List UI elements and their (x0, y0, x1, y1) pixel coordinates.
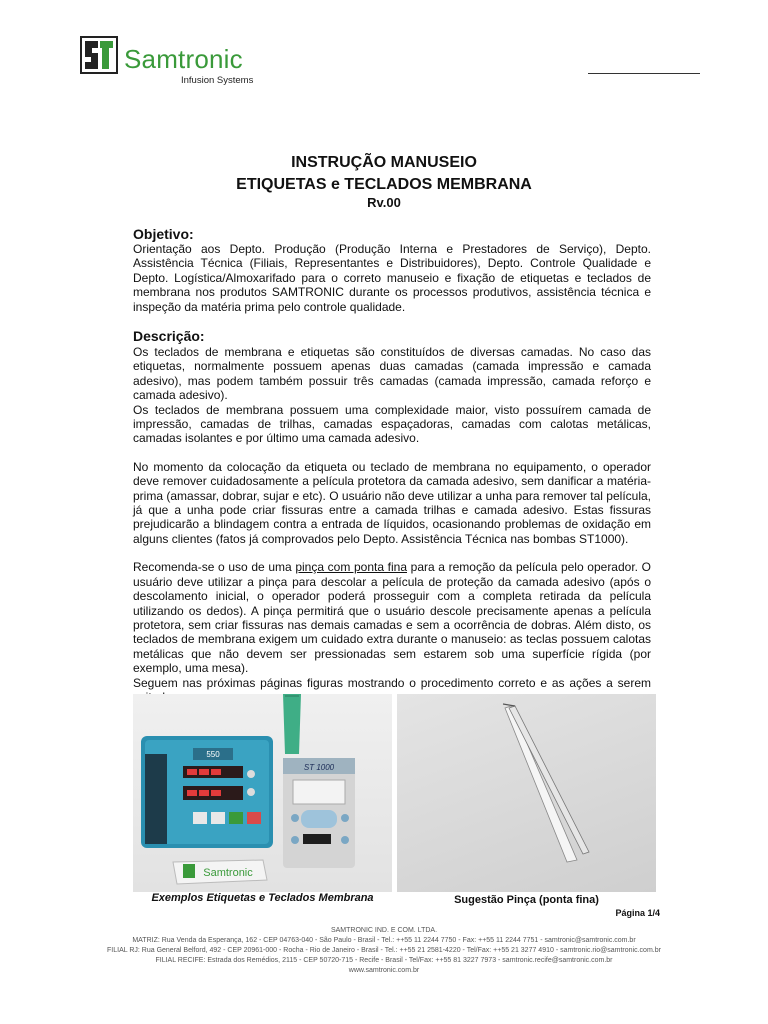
brand-name: Samtronic (124, 44, 243, 74)
membrane-keyboards-illustration (133, 694, 392, 892)
pinca-link[interactable]: pinça com ponta fina (295, 560, 407, 575)
label-st1000: ST 1000 (303, 763, 335, 772)
descricao-paragraph-1: Os teclados de membrana e etiquetas são constituídos de diversas camadas. No caso das etiquetas, normalmente possuem apenas duas camadas (camada impressão e camada adesivo), mas podem também possuir três camadas (camada impressão, camada reforço e camada adesivo). (133, 345, 651, 403)
descricao-heading: Descrição: (133, 328, 205, 344)
doc-revision: Rv.00 (367, 195, 401, 210)
label-samtronic: Samtronic (203, 867, 253, 879)
doc-title: INSTRUÇÃO MANUSEIO (291, 154, 477, 171)
footer-matriz: MATRIZ: Rua Venda da Esperança, 162 - CEP 04763-040 - São Paulo - Brasil - Tel.: ++55 11 2244 7750 - Fax: ++55 11 2244 7751 - samtronic@samtronic.com.br (132, 937, 636, 944)
label-550: 550 (206, 750, 220, 759)
objetivo-paragraph: Orientação aos Depto. Produção (Produção Interna e Prestadores de Serviço), Depto. Assistência Técnica (Filiais, Representantes e Distribuidores), Depto. Controle Qualidade e Depto. Logística/Almoxarifado para o correto manuseio e fixação de etiquetas e teclados de membrana nos produtos SAMTRONIC durante os processos produtivos, assistência técnica e inspeção da matéria prima pelo controle qualidade. (133, 242, 651, 314)
objetivo-heading: Objetivo: (133, 226, 194, 242)
header-rule (588, 73, 700, 74)
page-number: Página 1/4 (615, 908, 660, 918)
footer-filial-rj: FILIAL RJ: Rua General Belford, 492 - CEP 20961-000 - Rocha - Rio de Janeiro - Brasil - Tel.: ++55 21 2581-4220 - Tel/Fax: ++55 21 3277 4910 - samtronic.rio@samtronic.com.br (107, 947, 661, 954)
footer-company: SAMTRONIC IND. E COM. LTDA. (330, 927, 438, 934)
descricao-paragraph-4 (133, 560, 651, 675)
photo-membrane-keyboards (133, 694, 392, 892)
p4-pre: Recomenda-se o uso de uma (133, 560, 296, 575)
tweezers-icon (397, 694, 656, 892)
samtronic-logo-icon (80, 36, 118, 74)
caption-tweezers: Sugestão Pinça (ponta fina) (454, 894, 599, 906)
footer-website[interactable]: www.samtronic.com.br (348, 967, 420, 974)
p4-post: para a remoção da película pelo operador. O usuário deve utilizar a pinça para descolar a película de proteção da camada adesivo (após o descolamento inicial, o operador poderá prosseguir com a completa retirada da película utilizando os dedos). A pinça permitirá que o usuário descole precisamente apenas a película protetora, sem criar fissuras nas demais camadas e sem a ocorrência de dobras. Além disto, os teclados de membrana exigem um cuidado extra durante o manuseio: as teclas possuem calotas metálicas que não devem ser pressionadas sem estarem sob uma superfície rígida (por exemplo, uma mesa). (133, 560, 651, 676)
descricao-paragraph-2: Os teclados de membrana possuem uma complexidade maior, visto possuírem camada de impressão, camadas de trilhas, camadas espaçadoras, camadas com calotas metálicas, camadas isolantes e por último uma camada adesivo. (133, 402, 651, 446)
descricao-paragraph-3: No momento da colocação da etiqueta ou teclado de membrana no equipamento, o operador deve remover cuidadosamente a película protetora da camada adesivo, sem danificar a matéria-prima (amassar, dobrar, sujar e etc). O usuário não deve utilizar a unha para remover tal película, já que a unha pode criar fissuras entre a camada trilhas e camada adesivo. Estas fissuras prejudicarão a blindagem contra a entrada de líquidos, ocasionando problemas de oxidação em alguns clientes (fatos já comprovados pelo Depto. Assistência Técnica nas bombas ST1000). (133, 459, 651, 546)
descricao-text (133, 345, 651, 704)
brand-tagline: Infusion Systems (181, 75, 254, 86)
photo-tweezers (397, 694, 656, 892)
descricao-paragraph-5: Seguem nas próximas páginas figuras mostrando o procedimento correto e as ações a serem (133, 675, 651, 690)
doc-subtitle: ETIQUETAS e TECLADOS MEMBRANA (236, 176, 532, 193)
footer-filial-recife: FILIAL RECIFE: Estrada dos Remédios, 2115 - CEP 50720-715 - Recife - Brasil - Tel/Fax: ++55 81 3227 7973 - samtronic.recife@samtronic.com.br (155, 957, 613, 964)
caption-membrane-keyboards: Exemplos Etiquetas e Teclados Membrana (151, 892, 374, 904)
objetivo-text (133, 242, 651, 314)
